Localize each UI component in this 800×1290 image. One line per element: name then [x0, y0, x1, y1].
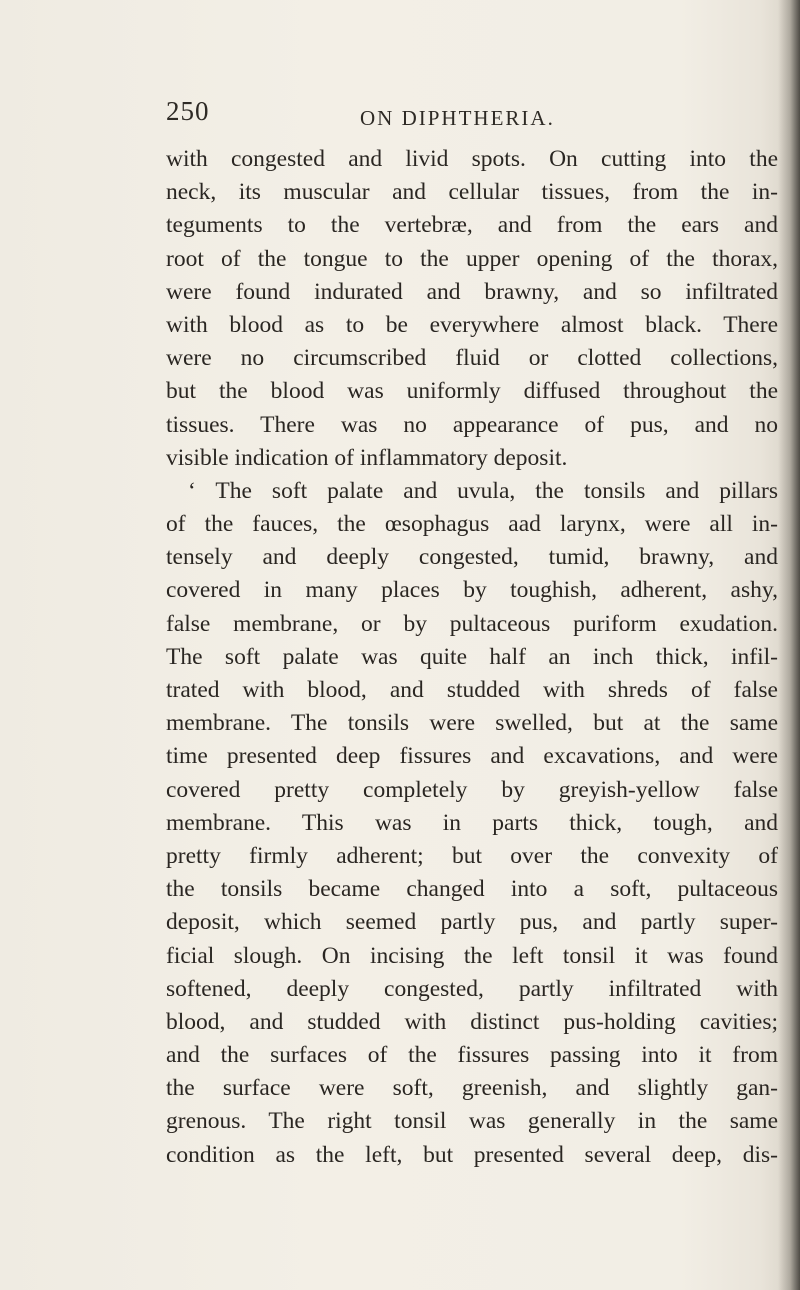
running-head: ON DIPHTHERIA. [360, 106, 555, 130]
text-line: covered in many places by toughish, adherent, ashy, [166, 577, 778, 604]
text-line: were found indurated and brawny, and so infiltrated [166, 278, 778, 305]
text-line: and the surfaces of the fissures passing into it from [166, 1042, 778, 1069]
text-line: pretty firmly adherent; but over the convexity of [166, 842, 778, 869]
text-line: condition as the left, but presented several deep, dis- [166, 1141, 778, 1168]
text-line: softened, deeply congested, partly infiltrated with [166, 975, 778, 1002]
text-line: trated with blood, and studded with shreds of false [166, 677, 778, 703]
page-edge-shadow [778, 0, 800, 1290]
text-line: membrane. This was in parts thick, tough, and [166, 809, 778, 836]
text-line: the surface were soft, greenish, and slightly gan- [166, 1075, 778, 1102]
text-line: with blood as to be everywhere almost black. There [166, 311, 778, 338]
text-line: with congested and livid spots. On cutting into the [166, 146, 778, 172]
text-line: covered pretty completely by greyish-yellow false [166, 776, 778, 803]
text-line: tensely and deeply congested, tumid, brawny, and [166, 544, 778, 571]
text-line: the tonsils became changed into a soft, pultaceous [166, 876, 778, 903]
text-line: grenous. The right tonsil was generally in the same [166, 1108, 778, 1135]
page-number: 250 [166, 96, 210, 126]
text-line: root of the tongue to the upper opening of the thorax, [166, 245, 778, 272]
text-line: ficial slough. On incising the left tonsil it was found [166, 942, 778, 969]
text-line: visible indication of inflammatory deposit. [166, 444, 568, 471]
text-line: of the fauces, the œsophagus aad larynx, were all in- [166, 511, 778, 538]
text-line: time presented deep fissures and excavations, and were [166, 743, 778, 770]
text-line: deposit, which seemed partly pus, and partly super- [166, 909, 778, 936]
body-text [166, 143, 778, 1172]
text-line: tissues. There was no appearance of pus, and no [166, 411, 778, 438]
page-header [138, 96, 778, 140]
text-line: but the blood was uniformly diffused throughout the [166, 378, 778, 405]
text-line: teguments to the vertebræ, and from the ears and [166, 212, 778, 239]
text-line: false membrane, or by pultaceous puriform exudation. [166, 610, 778, 637]
text-line: neck, its muscular and cellular tissues, from the in- [166, 179, 778, 206]
text-line: were no circumscribed fluid or clotted collections, [166, 345, 778, 372]
text-line: blood, and studded with distinct pus-holding cavities; [166, 1008, 778, 1035]
text-line: membrane. The tonsils were swelled, but at the same [166, 710, 778, 737]
text-line: ‘ The soft palate and uvula, the tonsils and pillars [188, 477, 778, 504]
text-line: The soft palate was quite half an inch thick, infil- [166, 643, 778, 670]
